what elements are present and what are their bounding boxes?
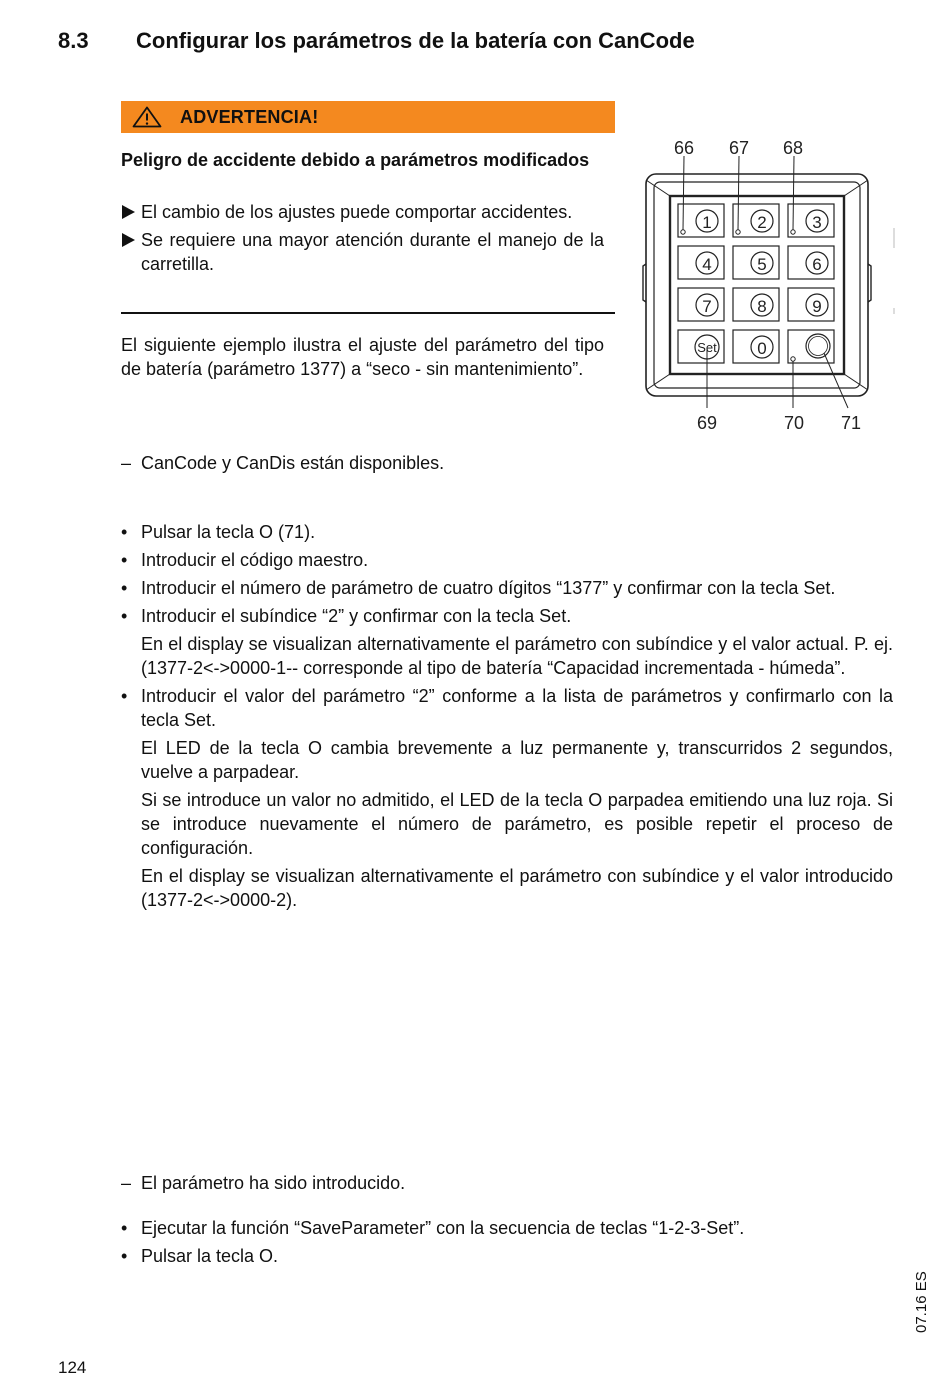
svg-text:7: 7 — [702, 297, 712, 316]
step-text: Introducir el número de parámetro de cuatro dígitos “1377” y confirmar con la tecla Set. — [141, 578, 836, 598]
step-text: Introducir el valor del parámetro “2” conforme a la lista de parámetros y confirmarlo con la tecla Set. — [141, 686, 893, 730]
page-number: 124 — [58, 1358, 87, 1377]
callout-71: 71 — [840, 413, 862, 433]
callout-67: 67 — [728, 138, 750, 158]
warning-title: ADVERTENCIA! — [180, 107, 319, 127]
led-66 — [681, 230, 685, 234]
bullet-marker: • — [121, 686, 128, 706]
key-3 — [788, 204, 834, 237]
key-4 — [678, 246, 724, 279]
svg-text:3: 3 — [812, 213, 822, 232]
section-heading — [58, 27, 918, 55]
warning-bar — [121, 101, 615, 133]
step-text: Pulsar la tecla O. — [141, 1246, 279, 1266]
right-triangle-icon — [121, 204, 136, 220]
cancode-keypad-diagram — [636, 128, 896, 438]
svg-text:1: 1 — [702, 213, 712, 232]
procedure-steps — [121, 520, 893, 916]
svg-text:9: 9 — [812, 297, 822, 316]
svg-text:4: 4 — [702, 255, 712, 274]
list-item — [121, 548, 893, 572]
key-set — [678, 330, 724, 363]
key-2 — [733, 204, 779, 237]
list-item — [121, 520, 893, 544]
key-5 — [733, 246, 779, 279]
callout-line-67 — [738, 156, 739, 230]
led-68 — [791, 230, 795, 234]
svg-text:2: 2 — [757, 213, 767, 232]
dash-marker: – — [121, 1173, 132, 1193]
final-steps — [121, 1216, 893, 1272]
section-number: 8.3 — [58, 28, 89, 53]
warning-list — [121, 200, 604, 280]
led-70 — [791, 357, 795, 361]
document-version: 07.16 ES — [913, 1271, 930, 1333]
step-note: El LED de la tecla O cambia brevemente a luz permanente y, transcurridos 2 segundos, vuelve a parpadear. — [141, 738, 893, 782]
list-item — [121, 604, 893, 680]
step-text: Introducir el subíndice “2” y confirmar con la tecla Set. — [141, 606, 572, 626]
key-6 — [788, 246, 834, 279]
section-title: Configurar los parámetros de la batería con CanCode — [136, 28, 695, 53]
key-9 — [788, 288, 834, 321]
warning-triangle-icon — [132, 106, 162, 128]
callout-68: 68 — [782, 138, 804, 158]
right-triangle-icon — [121, 232, 136, 248]
callout-line-68 — [793, 156, 794, 230]
intro-paragraph: El siguiente ejemplo ilustra el ajuste del parámetro del tipo de batería (parámetro 1377) a “seco - sin mantenimiento”. — [121, 335, 604, 379]
callout-66: 66 — [673, 138, 695, 158]
key-o — [788, 330, 834, 363]
key-8 — [733, 288, 779, 321]
bullet-marker: • — [121, 578, 128, 598]
warning-item-text: El cambio de los ajustes puede comportar accidentes. — [141, 202, 573, 222]
svg-text:Set: Set — [697, 340, 717, 355]
bullet-marker: • — [121, 1246, 128, 1266]
warning-item-text: Se requiere una mayor atención durante el manejo de la carretilla. — [141, 230, 604, 274]
callout-70: 70 — [783, 413, 805, 433]
step-note: En el display se visualizan alternativamente el parámetro con subíndice y el valor actual. P. ej. (1377-2<->0000-1-- corresponde al tipo de batería “Capacidad incrementada - húmeda”. — [141, 634, 893, 678]
svg-text:6: 6 — [812, 255, 822, 274]
warning-item — [121, 200, 604, 224]
bullet-marker: • — [121, 522, 128, 542]
list-item — [121, 1244, 893, 1268]
step-text: Ejecutar la función “SaveParameter” con la secuencia de teclas “1-2-3-Set”. — [141, 1218, 745, 1238]
key-1 — [678, 204, 724, 237]
prerequisite-text: CanCode y CanDis están disponibles. — [141, 453, 445, 473]
step-note: Si se introduce un valor no admitido, el LED de la tecla O parpadea emitiendo una luz roja. Si se introduce nuevamente el número de parámetro, es posible repetir el proceso de configuración. — [141, 790, 893, 858]
callout-69: 69 — [696, 413, 718, 433]
list-item — [121, 1216, 893, 1240]
step-text: Introducir el código maestro. — [141, 550, 369, 570]
bullet-marker: • — [121, 1218, 128, 1238]
result-text: El parámetro ha sido introducido. — [141, 1173, 406, 1193]
result — [121, 1171, 901, 1195]
step-text: Pulsar la tecla O (71). — [141, 522, 316, 542]
svg-text:8: 8 — [757, 297, 767, 316]
warning-item — [121, 228, 604, 276]
warning-headline: Peligro de accidente debido a parámetros modificados — [121, 150, 590, 170]
bullet-marker: • — [121, 606, 128, 626]
step-note: En el display se visualizan alternativamente el parámetro con subíndice y el valor introducido (1377-2<->0000-2). — [141, 866, 893, 910]
key-7 — [678, 288, 724, 321]
svg-text:5: 5 — [757, 255, 767, 274]
led-67 — [736, 230, 740, 234]
key-0 — [733, 330, 779, 363]
bullet-marker: • — [121, 550, 128, 570]
callout-line-66 — [683, 156, 684, 230]
list-item — [121, 684, 893, 912]
list-item — [121, 576, 893, 600]
warning-divider — [121, 312, 615, 314]
svg-text:0: 0 — [757, 339, 767, 358]
prerequisite — [121, 451, 901, 475]
dash-marker: – — [121, 453, 132, 473]
